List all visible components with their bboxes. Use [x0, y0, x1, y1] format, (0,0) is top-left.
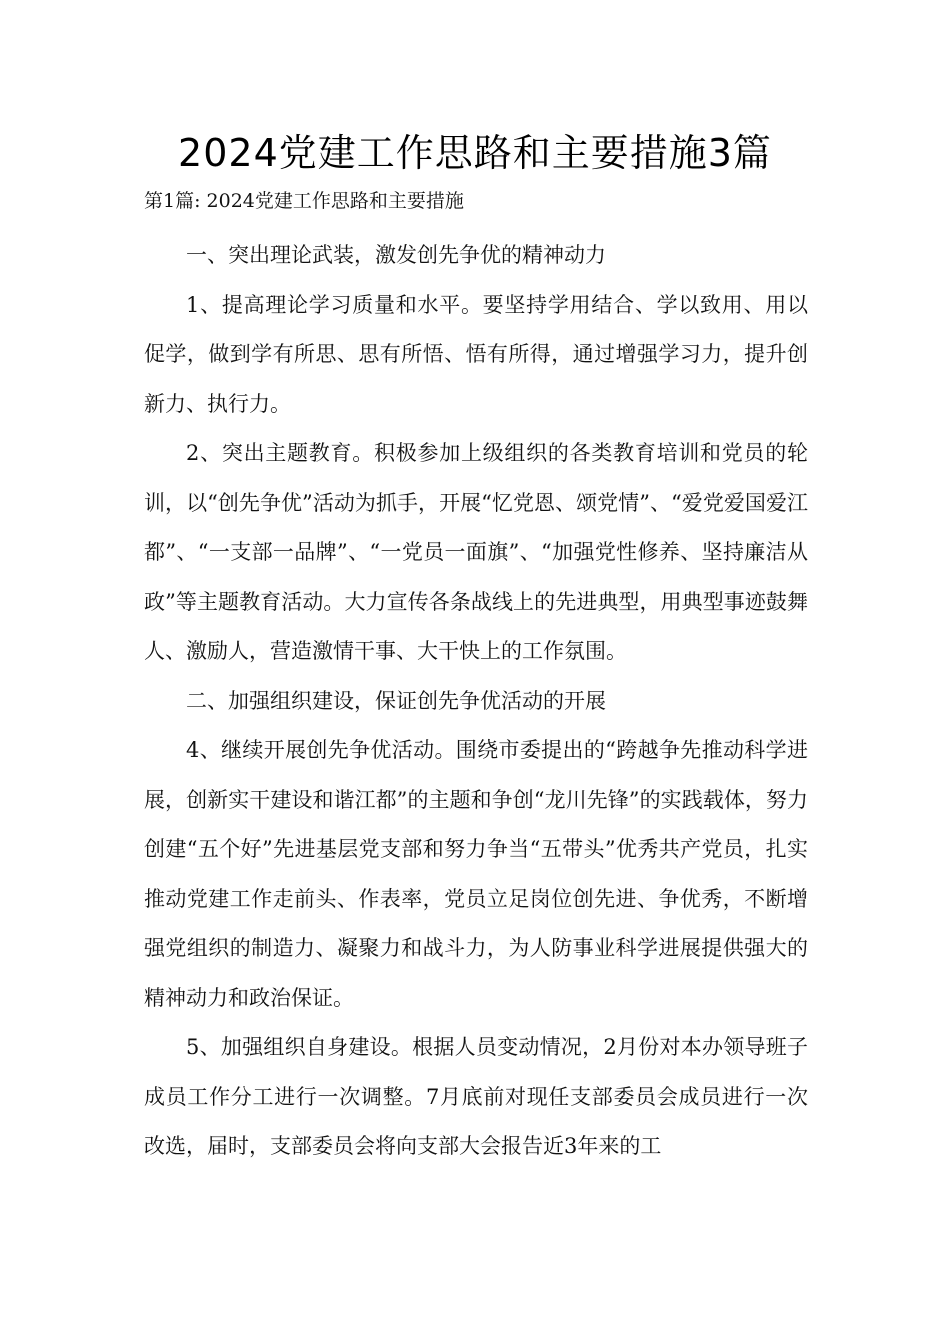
- section-heading-2: 二、加强组织建设，保证创先争优活动的开展: [186, 688, 606, 713]
- section-subtitle: 第1篇: 2024党建工作思路和主要措施: [144, 190, 464, 212]
- document-title: 2024党建工作思路和主要措施3篇: [178, 131, 772, 175]
- paragraph-5: 5、加强组织自身建设。根据人员变动情况，2月份对本办领导班子成员工作分工进行一次调整。7月底前对现任支部委员会成员进行一次改选，届时，支部委员会将向支部大会报告近3年来的工: [144, 1035, 808, 1158]
- section-heading-1: 一、突出理论武装，激发创先争优的精神动力: [186, 243, 606, 267]
- document-body: [144, 231, 808, 1172]
- paragraph-2: 2、突出主题教育。积极参加上级组织的各类教育培训和党员的轮训，以“创先争优”活动为抓手，开展“忆党恩、颂党情”、“爱党爱国爱江都”、“一支部一品牌”、“一党员一面旗”、“加强党性修养、坚持廉洁从政”等主题教育活动。大力宣传各条战线上的先进典型，用典型事迹鼓舞人、激励人，营造激情干事、大干快上的工作氛围。: [144, 441, 808, 663]
- paragraph-1: 1、提高理论学习质量和水平。要坚持学用结合、学以致用、用以促学，做到学有所思、思有所悟、悟有所得，通过增强学习力，提升创新力、执行力。: [144, 292, 808, 416]
- paragraph-4: 4、继续开展创先争优活动。围绕市委提出的“跨越争先推动科学进展，创新实干建设和谐江都”的主题和争创“龙川先锋”的实践载体，努力创建“五个好”先进基层党支部和努力争当“五带头”优秀共产党员，扎实推动党建工作走前头、作表率，党员立足岗位创先进、争优秀，不断增强党组织的制造力、凝聚力和战斗力，为人防事业科学进展提供强大的精神动力和政治保证。: [144, 738, 808, 1010]
